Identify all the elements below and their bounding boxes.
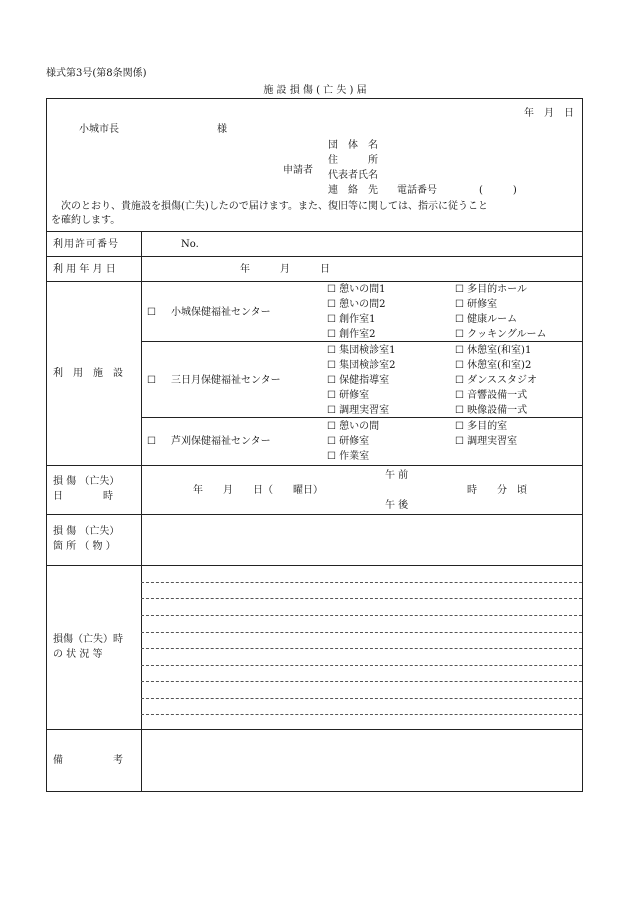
room-checkbox-item[interactable]: ☐ 多目的ホール bbox=[455, 284, 527, 295]
form-number: 様式第3号(第8条関係) bbox=[46, 68, 147, 79]
room-checkbox-item[interactable]: ☐ ダンススタジオ bbox=[455, 375, 537, 386]
center-name: 芦刈保健福祉センター bbox=[171, 436, 271, 447]
room-checkbox-item[interactable]: ☐ 映像設備一式 bbox=[455, 405, 528, 416]
damage-place-label-2: 箇 所 （ 物 ） bbox=[53, 541, 116, 552]
phone-label: 電話番号 bbox=[397, 185, 437, 196]
permit-label: 利用許可番号 bbox=[53, 239, 119, 250]
statement-line-2: を確約します。 bbox=[51, 215, 121, 226]
field-address: 住 所 bbox=[328, 155, 378, 166]
damage-place-field[interactable] bbox=[142, 515, 582, 565]
form-table bbox=[46, 98, 583, 792]
honorific: 様 bbox=[217, 124, 227, 135]
form-title: 施 設 損 傷 ( 亡 失 ) 届 bbox=[263, 85, 367, 96]
room-checkbox-item[interactable]: ☐ クッキングルーム bbox=[455, 329, 547, 340]
room-checkbox-item[interactable]: ☐ 創作室1 bbox=[327, 314, 376, 325]
room-checkbox-item[interactable]: ☐ 憩いの間1 bbox=[327, 284, 386, 295]
center-name: 三日月保健福祉センター bbox=[171, 375, 281, 386]
permit-value[interactable]: No. bbox=[181, 239, 199, 250]
room-checkbox-item[interactable]: ☐ 休憩室(和室)2 bbox=[455, 360, 532, 371]
room-checkbox-item[interactable]: ☐ 集団検診室1 bbox=[327, 345, 396, 356]
room-checkbox-item[interactable]: ☐ 研修室 bbox=[455, 299, 498, 310]
room-checkbox-item[interactable]: ☐ 憩いの間2 bbox=[327, 299, 386, 310]
damage-date[interactable]: 年 月 日（ 曜日） bbox=[193, 485, 323, 496]
facility-label: 利 用 施 設 bbox=[53, 368, 123, 379]
center-checkbox[interactable]: ☐ bbox=[147, 307, 156, 318]
pm-label[interactable]: 午 後 bbox=[385, 500, 409, 511]
field-group-name: 団 体 名 bbox=[328, 140, 378, 151]
center-name: 小城保健福祉センター bbox=[171, 307, 271, 318]
room-checkbox-item[interactable]: ☐ 集団検診室2 bbox=[327, 360, 396, 371]
room-checkbox-item[interactable]: ☐ 調理実習室 bbox=[455, 436, 518, 447]
use-date-value[interactable]: 年 月 日 bbox=[240, 264, 330, 275]
room-checkbox-item[interactable]: ☐ 憩いの間 bbox=[327, 421, 380, 432]
applicant-label: 申請者 bbox=[283, 165, 313, 176]
center-checkbox[interactable]: ☐ bbox=[147, 436, 156, 447]
situation-label-1: 損傷（亡失）時 bbox=[53, 634, 123, 645]
use-date-label: 利 用 年 月 日 bbox=[53, 264, 116, 275]
room-checkbox-item[interactable]: ☐ 研修室 bbox=[327, 390, 370, 401]
damage-time-label-2: 日 時 bbox=[53, 491, 113, 502]
am-label[interactable]: 午 前 bbox=[385, 470, 409, 481]
damage-time-label-1: 損 傷 （亡失） bbox=[53, 476, 120, 487]
room-checkbox-item[interactable]: ☐ 音響設備一式 bbox=[455, 390, 528, 401]
field-representative: 代表者氏名 bbox=[328, 170, 378, 181]
date-line: 年 月 日 bbox=[524, 108, 574, 119]
addressee: 小城市長 bbox=[79, 124, 119, 135]
remarks-field[interactable] bbox=[142, 730, 582, 792]
center-checkbox[interactable]: ☐ bbox=[147, 375, 156, 386]
damage-time[interactable]: 時 分 頃 bbox=[467, 485, 527, 496]
room-checkbox-item[interactable]: ☐ 作業室 bbox=[327, 451, 370, 462]
room-checkbox-item[interactable]: ☐ 調理実習室 bbox=[327, 405, 390, 416]
room-checkbox-item[interactable]: ☐ 保健指導室 bbox=[327, 375, 390, 386]
room-checkbox-item[interactable]: ☐ 多目的室 bbox=[455, 421, 508, 432]
situation-field[interactable] bbox=[142, 566, 582, 729]
phone-paren: ( ) bbox=[479, 185, 517, 196]
remarks-label: 備 考 bbox=[53, 755, 123, 766]
room-checkbox-item[interactable]: ☐ 健康ルーム bbox=[455, 314, 518, 325]
statement-line-1: 次のとおり、貴施設を損傷(亡失)したので届けます。また、復旧等に関しては、指示に従うこと bbox=[51, 201, 489, 212]
room-checkbox-item[interactable]: ☐ 休憩室(和室)1 bbox=[455, 345, 532, 356]
room-checkbox-item[interactable]: ☐ 創作室2 bbox=[327, 329, 376, 340]
field-contact: 連 絡 先 bbox=[328, 185, 378, 196]
situation-label-2: の 状 況 等 bbox=[53, 649, 103, 660]
room-checkbox-item[interactable]: ☐ 研修室 bbox=[327, 436, 370, 447]
damage-place-label-1: 損 傷 （亡失） bbox=[53, 526, 120, 537]
